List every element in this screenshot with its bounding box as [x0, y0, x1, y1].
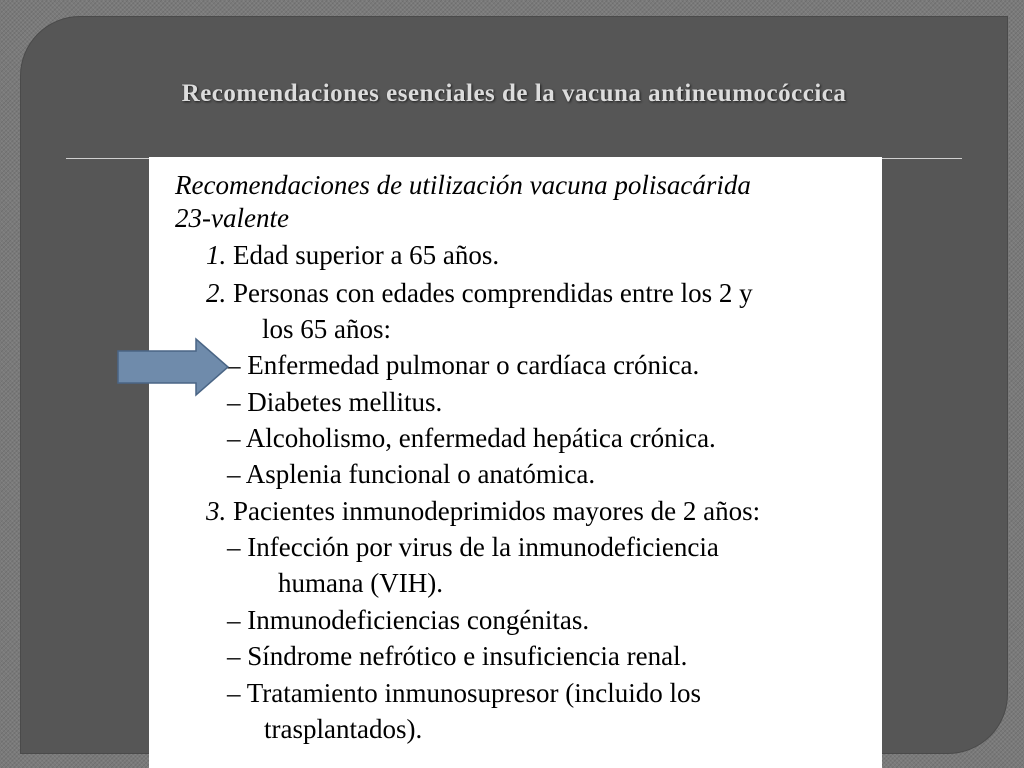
item-text: Pacientes inmunodeprimidos mayores de 2 años:: [233, 496, 761, 526]
content-heading: Recomendaciones de utilización vacuna polisacárida: [175, 170, 751, 200]
sub-item-cont: trasplantados).: [264, 714, 423, 744]
content-image: [149, 157, 882, 768]
item-number: 3.: [206, 496, 227, 526]
item-number: 1.: [206, 240, 227, 270]
sub-item: – Alcoholismo, enfermedad hepática crónica.: [227, 423, 716, 453]
right-arrow-icon: [116, 337, 232, 397]
item-text: Personas con edades comprendidas entre los 2 y: [233, 278, 753, 308]
sub-item: – Inmunodeficiencias congénitas.: [227, 605, 590, 635]
list-item-3: [206, 495, 760, 527]
sub-item: – Enfermedad pulmonar o cardíaca crónica.: [227, 350, 700, 380]
sub-item: – Infección por virus de la inmunodeficiencia: [227, 532, 719, 562]
item-text: Edad superior a 65 años.: [233, 240, 500, 270]
list-item-2: [206, 277, 753, 309]
sub-item-cont: humana (VIH).: [278, 568, 443, 598]
sub-item: – Diabetes mellitus.: [227, 387, 443, 417]
sub-item: – Asplenia funcional o anatómica.: [227, 459, 596, 489]
item-number: 2.: [206, 278, 227, 308]
content-heading-cont: 23-valente: [175, 203, 289, 233]
sub-item: – Síndrome nefrótico e insuficiencia renal.: [227, 641, 688, 671]
list-item-2-cont: los 65 años:: [262, 314, 392, 344]
sub-item: – Tratamiento inmunosupresor (incluido los: [227, 678, 701, 708]
slide-title: Recomendaciones esenciales de la vacuna antineumocóccica: [181, 80, 847, 107]
list-item-1: [206, 239, 499, 271]
